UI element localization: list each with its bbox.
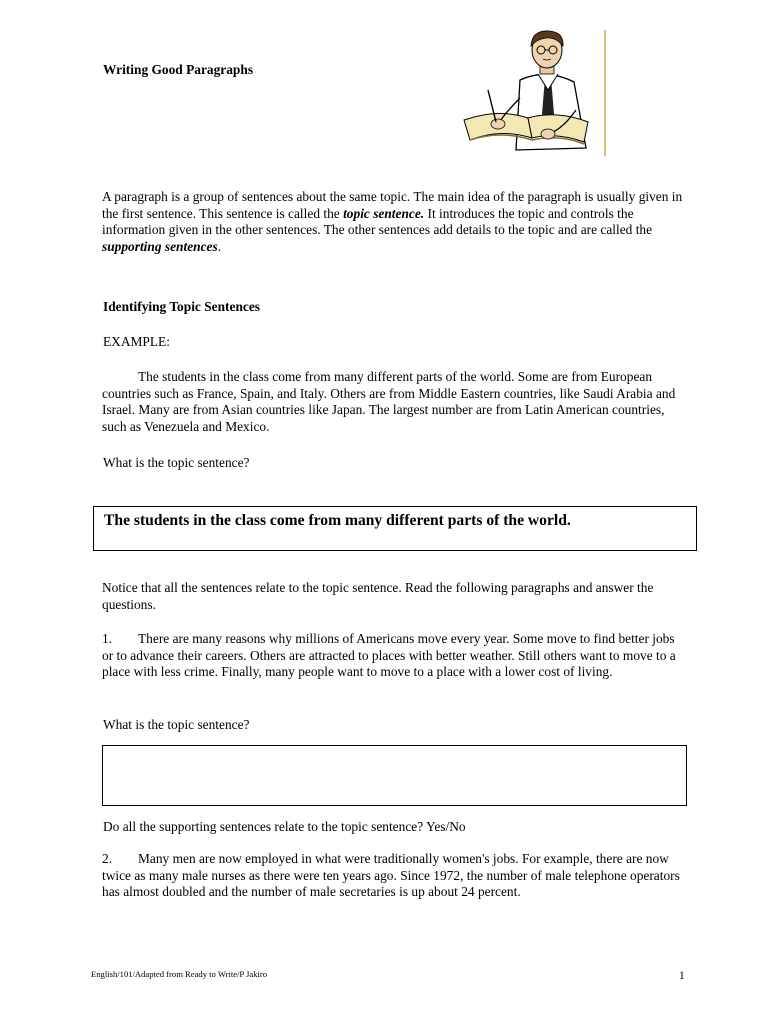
- intro-part1: A paragraph is a group of sentences about the same topic. The main idea of the paragraph is usually given in the first sentence. This sentence is called the: [102, 189, 683, 221]
- intro-part2: It introduces the topic and controls the information given in the other sentences. The other sentences add details to the topic and are called the: [102, 205, 653, 238]
- intro-paragraph: [102, 189, 686, 255]
- example-label: EXAMPLE:: [103, 334, 170, 349]
- page-number: 1: [679, 970, 685, 982]
- exercise-1-paragraph: [102, 631, 686, 681]
- example-paragraph: [102, 369, 686, 435]
- example-question: What is the topic sentence?: [103, 455, 250, 470]
- topic-sentence-term: topic sentence.: [343, 205, 425, 221]
- exercise-1-relate-question: Do all the supporting sentences relate to the topic sentence? Yes/No: [103, 819, 466, 834]
- exercise-1-text: There are many reasons why millions of Americans move every year. Some move to find better jobs or to advance their careers. Others are attracted to places with better weather. Still others want to move to a place with less crime. Finally, many people want to move to a place with a lower cost of living.: [102, 631, 676, 680]
- exercise-1-answer-box[interactable]: [102, 745, 687, 806]
- section-heading: Identifying Topic Sentences: [103, 299, 260, 314]
- intro-part3: .: [217, 238, 222, 254]
- exercise-1-number: 1.: [102, 631, 113, 646]
- page-footer: English/101/Adapted from Ready to Write/P Jakiro: [91, 969, 268, 979]
- example-answer-text: The students in the class come from many different parts of the world.: [104, 512, 571, 529]
- exercise-2-paragraph: [102, 851, 686, 901]
- notice-paragraph: Notice that all the sentences relate to the topic sentence. Read the following paragraphs and answer the questions.: [102, 580, 654, 612]
- document-title: Writing Good Paragraphs: [103, 62, 254, 77]
- example-paragraph-text: The students in the class come from many different parts of the world. Some are from European countries such as France, Spain, and Italy. Others are from Middle Eastern countries, like Saudi Arabia and Israel. Many are from Asian countries like Japan. The largest number are from Latin American countries, such as Venezuela and Mexico.: [102, 369, 676, 434]
- writer-clipart-illustration: [458, 28, 618, 158]
- exercise-2-number: 2.: [102, 851, 113, 866]
- exercise-2-text: Many men are now employed in what were traditionally women's jobs. For example, there are now twice as many male nurses as there were ten years ago. Since 1972, the number of male telephone operators has almost doubled and the number of male secretaries is up about 24 percent.: [102, 851, 680, 900]
- supporting-sentences-term: supporting sentences: [102, 238, 218, 254]
- exercise-1-question: What is the topic sentence?: [103, 717, 250, 732]
